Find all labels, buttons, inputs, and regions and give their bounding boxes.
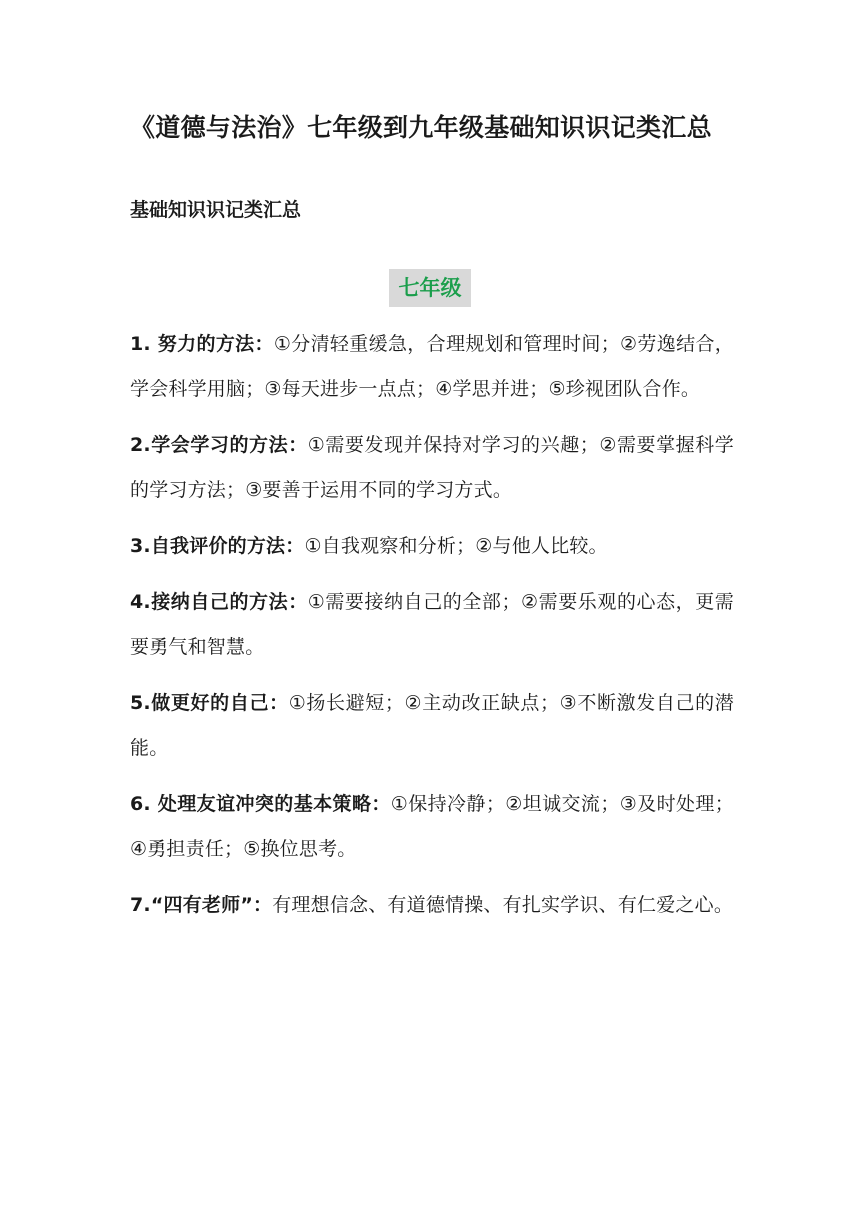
item-term: 3.自我评价的方法： [130,535,305,557]
item-text: ①自我观察和分析；②与他人比较。 [304,535,608,557]
item-text: ①保持冷静；②坦诚交流；③及时处理；④勇担责任；⑤换位思考。 [130,793,734,860]
knowledge-item [130,681,734,771]
knowledge-item [130,322,734,412]
grade-heading-badge [389,269,471,307]
item-term: 4.接纳自己的方法： [130,591,308,613]
knowledge-item [130,580,734,670]
knowledge-item [130,524,734,569]
knowledge-item [130,883,734,928]
item-text: ①分清轻重缓急，合理规划和管理时间；②劳逸结合，学会科学用脑；③每天进步一点点；④学思并进；⑤珍视团队合作。 [130,333,734,400]
item-text: ①扬长避短；②主动改正缺点；③不断激发自己的潜能。 [130,692,734,759]
item-text: 有理想信念、有道德情操、有扎实学识、有仁爱之心。 [272,894,734,916]
grade-heading-text: 七年级 [398,276,462,300]
item-term: 5.做更好的自己： [130,692,289,714]
document-title: 《道德与法治》七年级到九年级基础知识识记类汇总 [130,113,712,142]
knowledge-item [130,782,734,872]
item-term: 2.学会学习的方法： [130,434,308,456]
item-term: 1. 努力的方法： [130,333,274,355]
knowledge-item [130,423,734,513]
item-term: 7.“四有老师”： [130,894,273,916]
item-text: ①需要接纳自己的全部；②需要乐观的心态，更需要勇气和智慧。 [130,591,734,658]
item-text: ①需要发现并保持对学习的兴趣；②需要掌握科学的学习方法；③要善于运用不同的学习方式。 [130,434,734,501]
knowledge-list [130,322,734,939]
section-subtitle: 基础知识识记类汇总 [130,199,302,221]
item-term: 6. 处理友谊冲突的基本策略： [130,793,391,815]
